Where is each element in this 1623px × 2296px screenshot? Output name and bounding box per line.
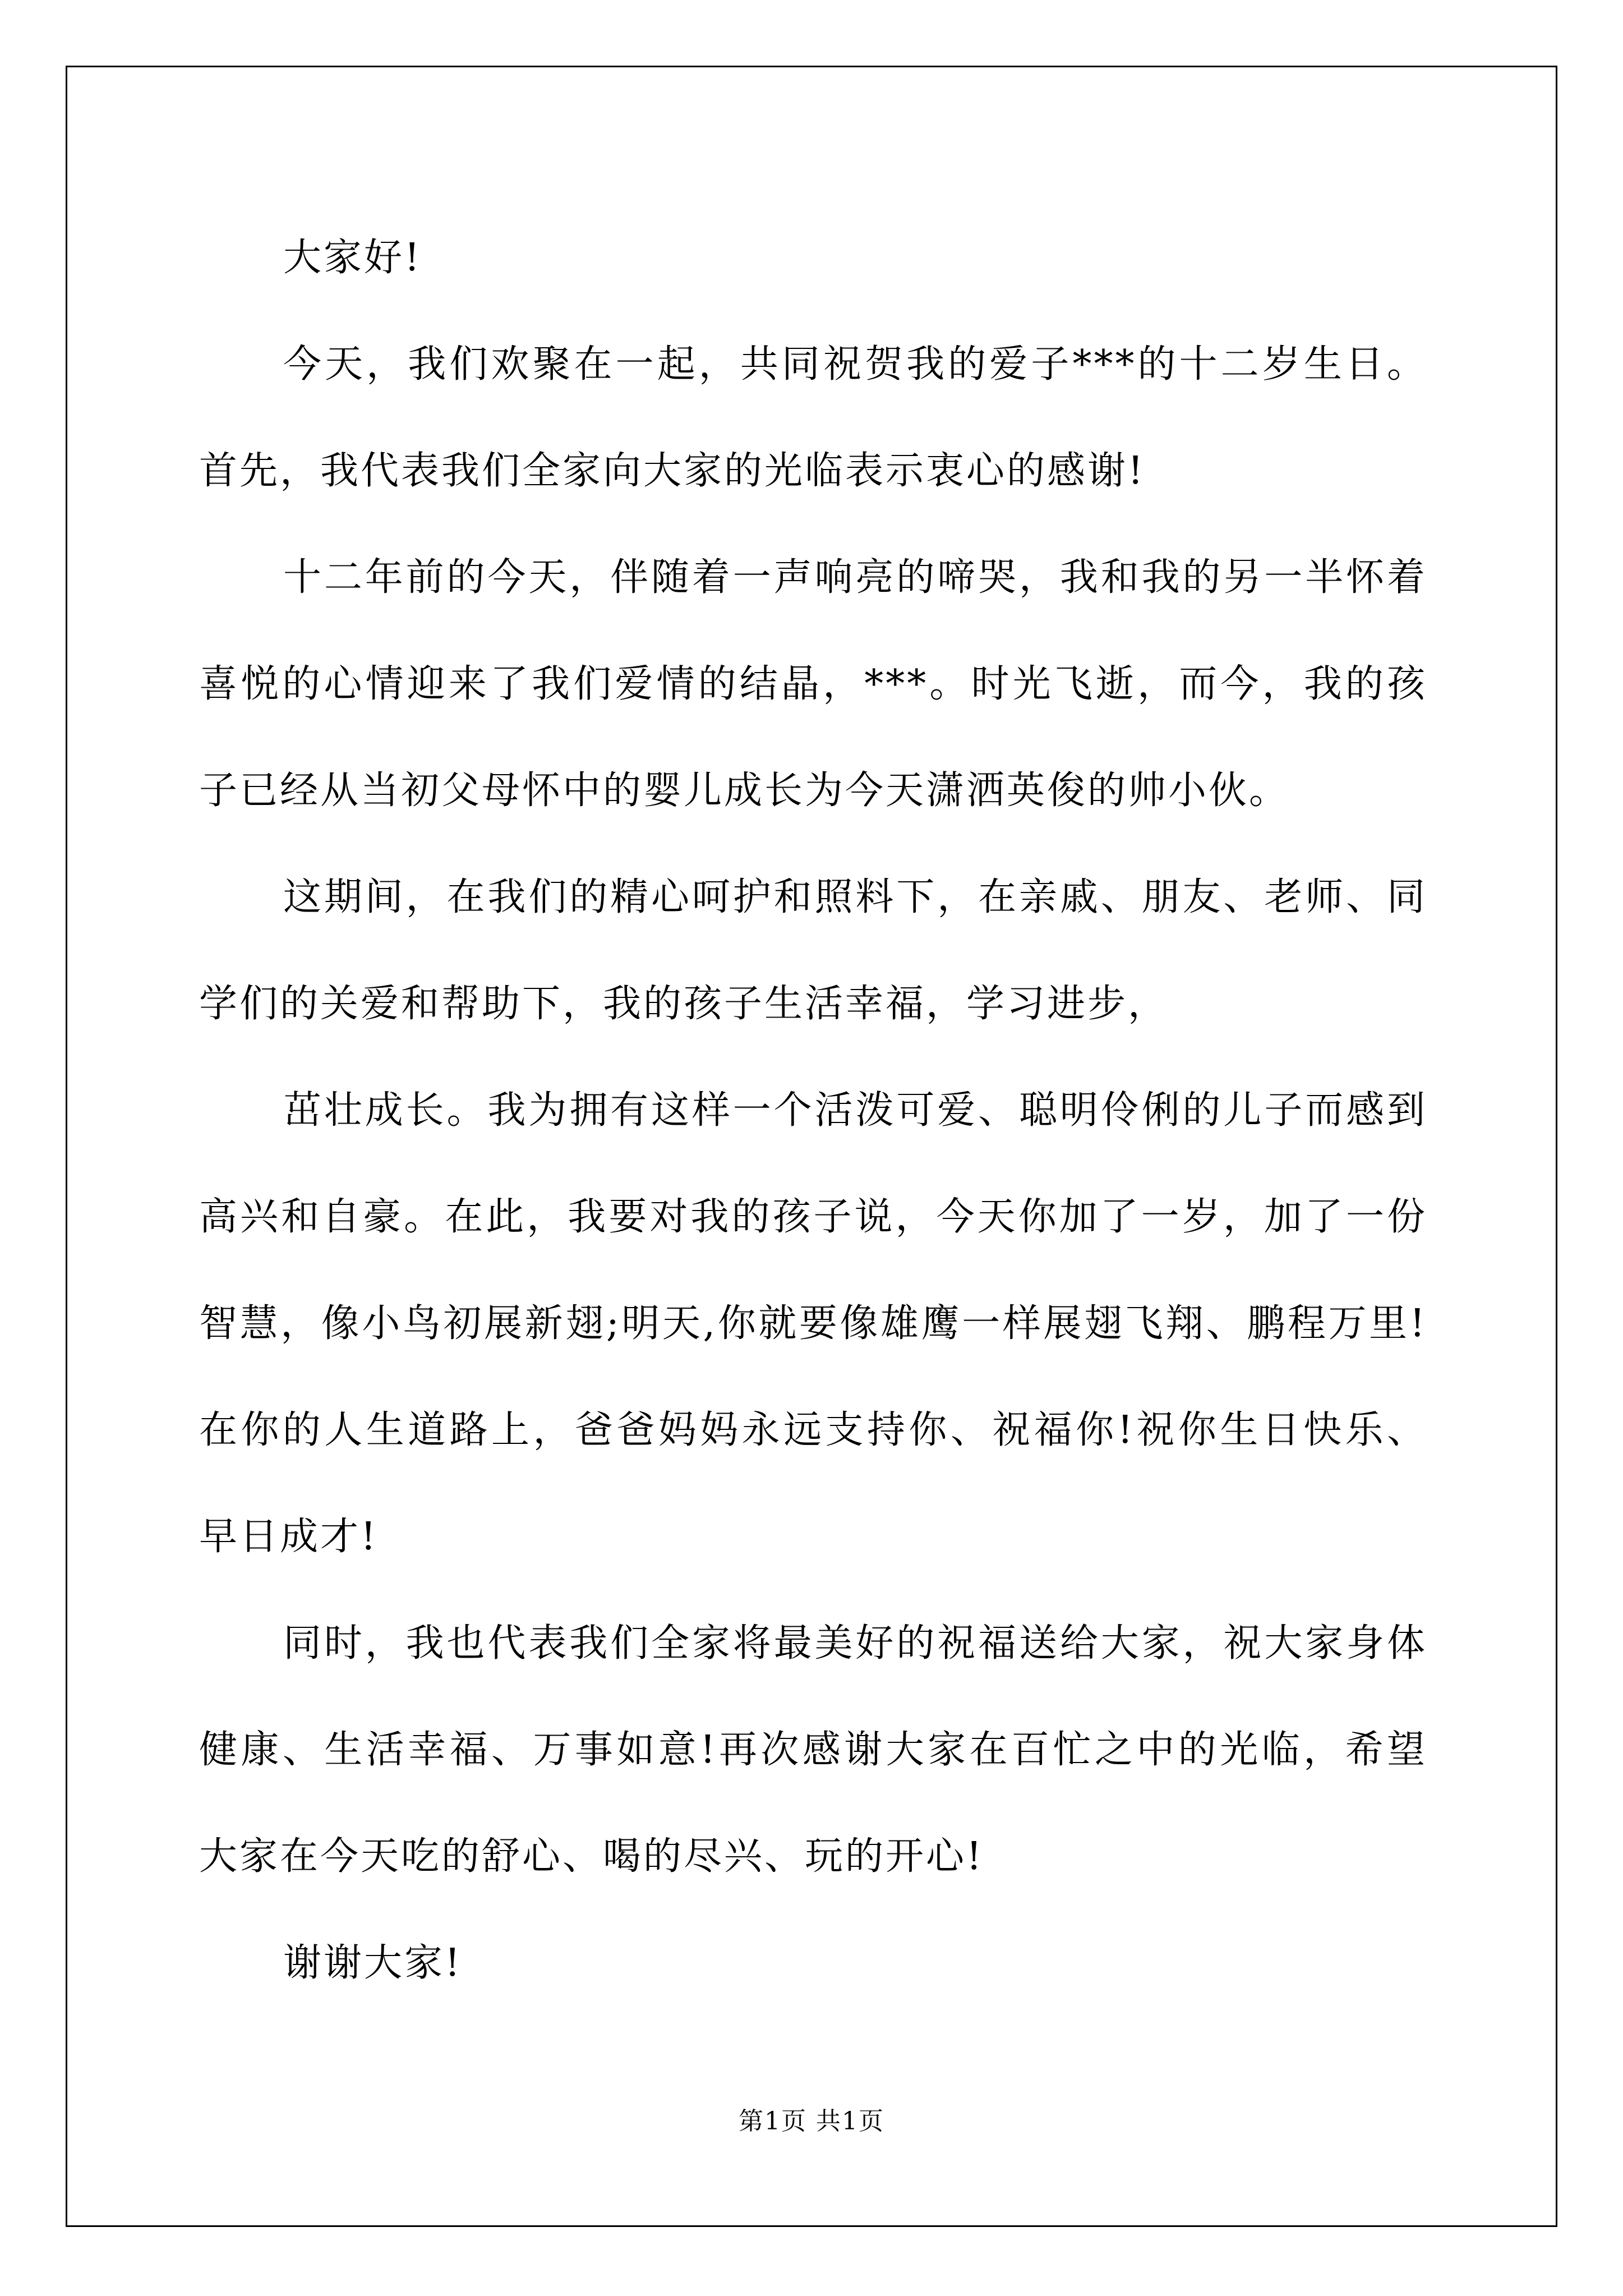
- paragraph-birth: 十二年前的今天，伴随着一声响亮的啼哭，我和我的另一半怀着喜悦的心情迎来了我们爱情的结晶，***。时光飞逝，而今，我的孩子已经从当初父母怀中的婴儿成长为今天潇洒英俊的帅小伙。: [199, 555, 1427, 813]
- paragraph-blessing: 同时，我也代表我们全家将最美好的祝福送给大家，祝大家身体健康、生活幸福、万事如意!再次感谢大家在百忙之中的光临，希望大家在今天吃的舒心、喝的尽兴、玩的开心!: [199, 1621, 1427, 1879]
- page-footer: 第1页 共1页: [739, 2107, 884, 2136]
- paragraph-growth: 茁壮成长。我为拥有这样一个活泼可爱、聪明伶俐的儿子而感到高兴和自豪。在此，我要对我的孩子说，今天你加了一岁，加了一份智慧，像小鸟初展新翅;明天,你就要像雄鹰一样展翅飞翔、鹏程万里!在你的人生道路上，爸爸妈妈永远支持你、祝福你!祝你生日快乐、早日成才!: [199, 1088, 1427, 1559]
- paragraph-care: 这期间，在我们的精心呵护和照料下，在亲戚、朋友、老师、同学们的关爱和帮助下，我的孩子生活幸福，学习进步，: [199, 875, 1427, 1026]
- paragraph-thanks: 谢谢大家!: [283, 1941, 463, 1985]
- paragraph-welcome: 今天，我们欢聚在一起，共同祝贺我的爱子***的十二岁生日。首先，我代表我们全家向大家的光临表示衷心的感谢!: [199, 342, 1427, 493]
- document-body: [199, 205, 1427, 2017]
- paragraph-greeting: 大家好!: [283, 236, 422, 280]
